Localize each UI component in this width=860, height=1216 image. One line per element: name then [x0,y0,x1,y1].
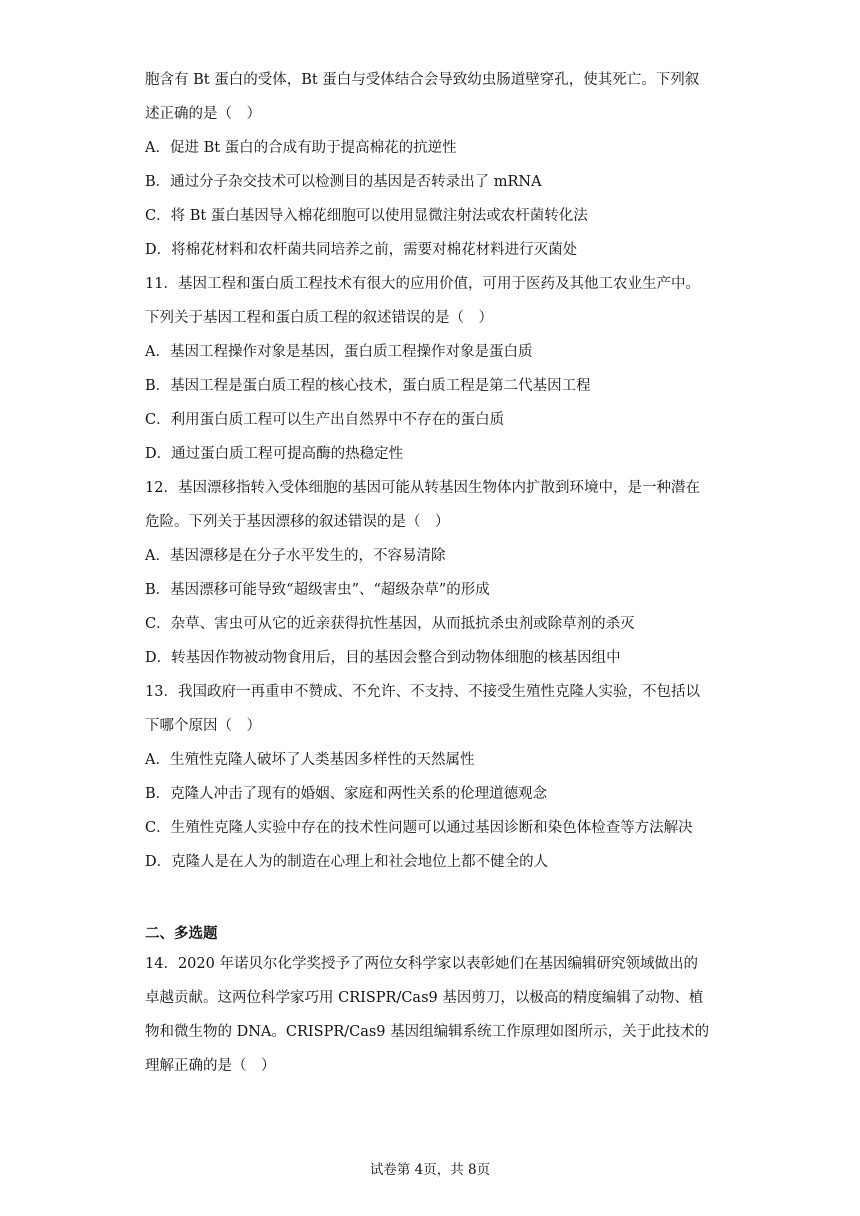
question-12-option-b: B．基因漂移可能导致“超级害虫”、“超级杂草”的形成 [145,582,490,598]
question-14-text-line-4: 理解正确的是（ ） [145,1058,276,1074]
question-13-option-d: D．克隆人是在人为的制造在心理上和社会地位上都不健全的人 [145,854,549,870]
question-14-text-line-1: 14．2020 年诺贝尔化学奖授予了两位女科学家以表彰她们在基因编辑研究领域做出的 [145,956,698,972]
question-12-option-d: D．转基因作物被动物食用后，目的基因会整合到动物体细胞的核基因组中 [145,650,621,666]
question-13-text-line-2: 下哪个原因（ ） [145,718,261,734]
question-12-text-line-1: 12．基因漂移指转入受体细胞的基因可能从转基因生物体内扩散到环境中，是一种潜在 [145,480,700,496]
question-11-option-a: A．基因工程操作对象是基因，蛋白质工程操作对象是蛋白质 [145,344,533,360]
question-10-option-a: A．促进 Bt 蛋白的合成有助于提高棉花的抗逆性 [145,140,457,156]
question-13-option-b: B．克隆人冲击了现有的婚姻、家庭和两性关系的伦理道德观念 [145,786,548,802]
question-10-text-line-2: 述正确的是（ ） [145,106,261,122]
question-10-text-line-1: 胞含有 Bt 蛋白的受体，Bt 蛋白与受体结合会导致幼虫肠道壁穿孔，使其死亡。下列叙 [145,72,700,88]
section-title-multiple-choice: 二、多选题 [145,926,218,942]
question-13-option-a: A．生殖性克隆人破坏了人类基因多样性的天然属性 [145,752,475,768]
question-10-option-c: C．将 Bt 蛋白基因导入棉花细胞可以使用显微注射法或农杆菌转化法 [145,208,588,224]
question-11-text-line-2: 下列关于基因工程和蛋白质工程的叙述错误的是（ ） [145,310,493,326]
question-10-option-b: B．通过分子杂交技术可以检测目的基因是否转录出了 mRNA [145,174,542,190]
question-11-option-c: C．利用蛋白质工程可以生产出自然界中不存在的蛋白质 [145,412,505,428]
question-14-text-line-2: 卓越贡献。这两位科学家巧用 CRISPR/Cas9 基因剪刀，以极高的精度编辑了动物、植 [145,990,704,1006]
page-footer: 试卷第 4页，共 8页 [369,1162,491,1178]
question-11-option-d: D．通过蛋白质工程可提高酶的热稳定性 [145,446,404,462]
question-12-text-line-2: 危险。下列关于基因漂移的叙述错误的是（ ） [145,514,450,530]
question-10-option-d: D．将棉花材料和农杆菌共同培养之前，需要对棉花材料进行灭菌处 [145,242,578,258]
question-13-text-line-1: 13．我国政府一再重申不赞成、不允许、不支持、不接受生殖性克隆人实验，不包括以 [145,684,700,700]
question-11-option-b: B．基因工程是蛋白质工程的核心技术，蛋白质工程是第二代基因工程 [145,378,591,394]
question-13-option-c: C．生殖性克隆人实验中存在的技术性问题可以通过基因诊断和染色体检查等方法解决 [145,820,693,836]
question-12-option-c: C．杂草、害虫可从它的近亲获得抗性基因，从而抵抗杀虫剂或除草剂的杀灭 [145,616,635,632]
question-14-text-line-3: 物和微生物的 DNA。CRISPR/Cas9 基因组编辑系统工作原理如图所示，关于此技术的 [145,1024,710,1040]
question-11-text-line-1: 11．基因工程和蛋白质工程技术有很大的应用价值，可用于医药及其他工农业生产中。 [145,276,700,292]
question-12-option-a: A．基因漂移是在分子水平发生的，不容易清除 [145,548,446,564]
